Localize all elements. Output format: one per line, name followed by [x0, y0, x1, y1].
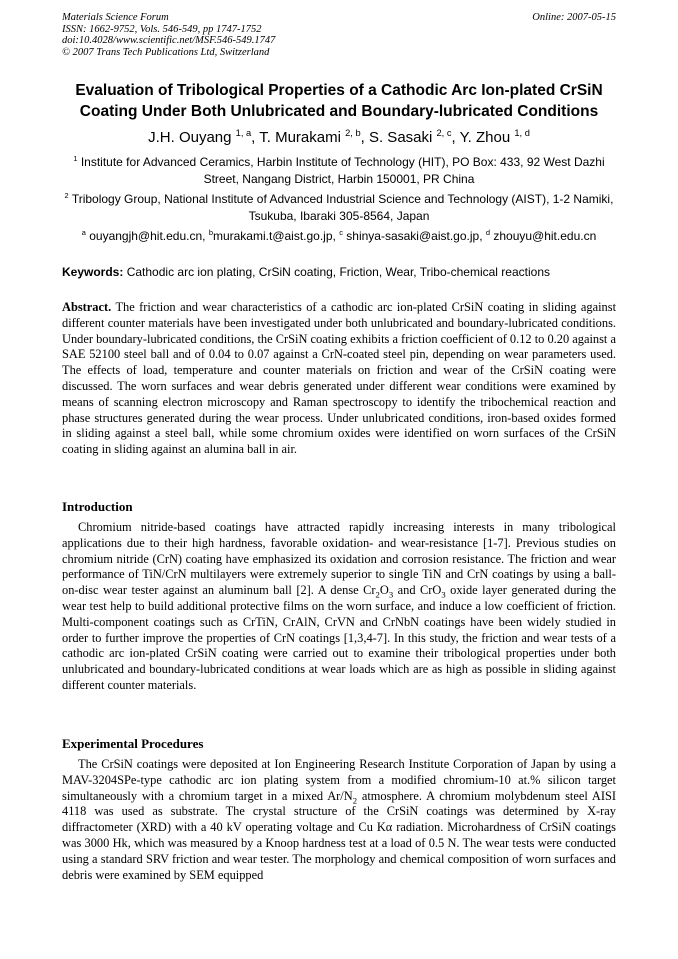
author-name: S. Sasaki — [368, 129, 433, 146]
journal-name: Materials Science Forum — [62, 12, 169, 23]
author-affiliation-marker: 2, b — [345, 128, 361, 138]
keywords-label: Keywords: — [62, 265, 124, 279]
introduction-paragraph — [62, 520, 616, 694]
author-affiliation-marker: 1, d — [514, 128, 530, 138]
abstract — [62, 300, 616, 458]
email-address: murakami.t@aist.go.jp — [212, 229, 333, 243]
subscript: 2 — [375, 589, 380, 600]
author-separator: , — [360, 129, 369, 146]
email-address: shinya-sasaki@aist.go.jp — [346, 229, 480, 243]
author-name: Y. Zhou — [459, 129, 511, 146]
email-marker: c — [339, 228, 343, 237]
email-marker: d — [485, 228, 490, 237]
affiliation-2 — [62, 191, 616, 225]
journal-header — [62, 12, 616, 58]
keywords — [62, 264, 616, 281]
subscript: 2 — [352, 795, 358, 806]
online-date: Online: 2007-05-15 — [532, 12, 616, 23]
author-name: T. Murakami — [259, 129, 341, 146]
copyright-line: © 2007 Trans Tech Publications Ltd, Switzerland — [62, 46, 270, 58]
intro-text-2: oxide layer generated during the wear test help to build additional protective films on the worn surface, and induce a low coefficient of friction. Multi-component coatings such as CrTiN, CrAlN, CrVN and CrNbN coatings have been widely studied in order to further improve the properties of CrN coatings [1,3,4-7]. In this study, the friction and wear tests of a cathodic arc ion-plated CrSiN coating were carried out to examine their tribological properties under both unlubricated and boundary-lubricated conditions at wear loads which are as high as possible in sliding against different counter materials. — [62, 583, 616, 692]
paper-title — [40, 80, 638, 122]
email-list: $^a$ ouyangjh@hit.edu.cn, $^b$murakami.t@aist.go.jp, $^c$ shinya-sasaki@aist.go.jp, $^d$ zhouyu@hit.edu.cn — [81, 228, 597, 243]
email-marker: a — [81, 228, 86, 237]
intro-text-cro: and CrO — [393, 583, 442, 598]
affiliation-number: 2 — [64, 191, 69, 200]
author-list — [40, 128, 638, 148]
email-marker: b — [208, 228, 213, 237]
affiliation-text: Institute for Advanced Ceramics, Harbin Institute of Technology (HIT), PO Box: 433, 92 West Dazhi Street, Nangang District, Harbin 150001, PR China — [80, 155, 605, 186]
author-affiliation-marker: 2, c — [436, 128, 452, 138]
email-address: ouyangjh@hit.edu.cn — [89, 229, 203, 243]
exp-text-1: The CrSiN coatings were deposited at Ion Engineering Research Institute Corporation of Japan by using a MAV-3204SPe-type cathodic arc ion plating system from a modified chromium-10 at.% silicon target simultaneously with a chromium target in a mixed Ar/N — [62, 757, 616, 803]
exp-text-2: atmosphere. A chromium molybdenum steel AISI 4118 was used as substrate. The crystal structure of the CrSiN coatings was determined by X-ray diffractometer (XRD) with a 40 kV operating voltage and Cu Kα radiation. Microhardness of CrSiN coatings was 3000 Hk, which was measured by a Knoop hardness test at a load of 0.5 N. The wear tests were conducted using a standard SRV friction and wear tester. The morphology and chemical composition of worn surfaces and debris were examined by SEM equipped — [62, 788, 617, 882]
affiliation-text: Tribology Group, National Institute of Advanced Industrial Science and Technology (AIST), 1-2 Namiki, Tsukuba, Ibaraki 305-8564, Japan — [71, 192, 614, 223]
introduction-heading: Introduction — [62, 499, 133, 514]
author-name: J.H. Ouyang — [148, 129, 232, 146]
keywords-text: Cathodic arc ion plating, CrSiN coating, Friction, Wear, Tribo-chemical reactions — [126, 265, 550, 279]
title-line-1: Evaluation of Tribological Properties of a Cathodic Arc Ion-plated CrSiN — [75, 82, 603, 99]
title-line-2: Coating Under Both Unlubricated and Boundary-lubricated Conditions — [79, 103, 599, 120]
author-affiliation-marker: 1, a — [235, 128, 252, 138]
subscript: 3 — [388, 589, 394, 600]
affiliation-number: 1 — [73, 154, 78, 163]
abstract-label: Abstract. — [62, 300, 112, 314]
abstract-text: The friction and wear characteristics of a cathodic arc ion-plated CrSiN coating in sliding against different counter materials have been investigated under both unlubricated and boundary-lubricated conditions. Under boundary-lubricated conditions, the CrSiN coating exhibits a friction coefficient of 0.12 to 0.20 against a SAE 52100 steel ball and of 0.04 to 0.07 against a CrN-coated steel pin, depending on wear parameters used. The effects of load, temperature and counter materials on friction and wear of the CrSiN coating were discussed. The worn surfaces and wear debris generated under different wear conditions were examined by means of scanning electron microscopy and Raman spectroscopy to identify the tribochemical reaction and phase structures generated during the wear process. Under unlubricated conditions, iron-based oxides formed in sliding against a steel ball, while some chromium oxides were identified on worn surfaces of the CrSiN coating in sliding against an alumina ball in air. — [62, 300, 617, 457]
affiliation-1 — [62, 154, 616, 188]
author-separator: , — [251, 129, 260, 146]
experimental-paragraph — [62, 757, 616, 883]
issn-line: ISSN: 1662-9752, Vols. 546-549, pp 1747-1752 — [62, 23, 262, 35]
doi-line: doi:10.4028/www.scientific.net/MSF.546-549.1747 — [62, 35, 276, 46]
intro-text-o: O — [379, 583, 389, 598]
intro-text-1: Chromium nitride-based coatings have attracted rapidly increasing interests in many tribological applications due to their high hardness, favorable oxidation- and wear-resistance [1-7]. Previous studies on chromium nitride (CrN) coating have emphasized its oxidation and corrosion resistance. The friction and wear performance of TiN/CrN multilayers were extremely superior to single TiN and CrN coatings by using a ball-on-disc wear tester against an aluminum ball [2]. A dense Cr — [62, 520, 616, 598]
experimental-heading: Experimental Procedures — [62, 736, 204, 751]
email-address: zhouyu@hit.edu.cn — [493, 229, 597, 243]
subscript: 3 — [441, 589, 446, 600]
author-separator: , — [451, 129, 460, 146]
